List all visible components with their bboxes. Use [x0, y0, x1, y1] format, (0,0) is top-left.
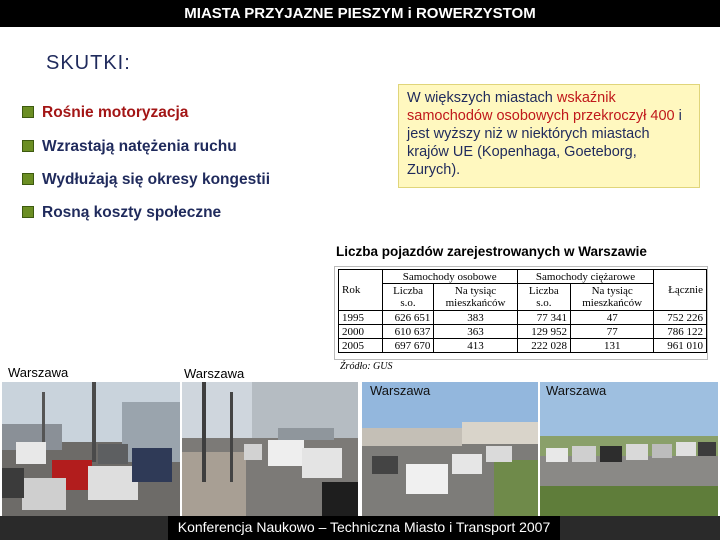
cell: 77 341	[517, 311, 570, 325]
photo-image	[182, 382, 358, 516]
square-bullet-icon	[22, 140, 34, 152]
table-source: Źródło: GUS	[340, 361, 393, 372]
info-text: i jest wyższy niż w niektórych miastach krajów UE (Kopenhaga, Goeteborg, Zurych).	[407, 108, 682, 178]
photo-image	[540, 382, 718, 516]
photo-road-traffic	[362, 382, 538, 516]
table-row	[339, 339, 707, 353]
cell: 2000	[339, 325, 383, 339]
registration-table	[338, 269, 707, 353]
cell: 610 637	[382, 325, 434, 339]
sub-header: Na tysiąc mieszkańców	[571, 284, 654, 311]
bullet-item	[22, 204, 221, 222]
cell: 363	[434, 325, 517, 339]
cell: 413	[434, 339, 517, 353]
photo-caption: Warszawa	[8, 365, 69, 380]
group-header: Samochody osobowe	[382, 270, 517, 284]
cell: 383	[434, 311, 517, 325]
photo-image	[2, 382, 180, 516]
sub-header: Na tysiąc mieszkańców	[434, 284, 517, 311]
bullet-item	[22, 171, 270, 189]
cell: 961 010	[654, 339, 707, 353]
section-title: SKUTKI:	[46, 52, 131, 74]
cell: 222 028	[517, 339, 570, 353]
bullet-item	[22, 104, 188, 122]
photo-parked-cars	[540, 382, 718, 516]
bullet-item	[22, 138, 237, 156]
cell: 77	[571, 325, 654, 339]
col-header-total: Łącznie	[654, 270, 707, 311]
cell: 752 226	[654, 311, 707, 325]
cell: 626 651	[382, 311, 434, 325]
photo-image	[362, 382, 538, 516]
photo-caption: Warszawa	[370, 383, 431, 398]
bullet-text: Wydłużają się okresy kongestii	[42, 171, 270, 188]
sub-header: Liczba s.o.	[517, 284, 570, 311]
table-row	[339, 311, 707, 325]
info-text: W większych miastach	[407, 90, 557, 106]
footer: Konferencja Naukowo – Techniczna Miasto i Transport 2007	[168, 516, 560, 540]
col-header-rok: Rok	[339, 270, 383, 311]
bullet-text: Rośnie motoryzacja	[42, 104, 189, 121]
cell: 2005	[339, 339, 383, 353]
cell: 1995	[339, 311, 383, 325]
table-title: Liczba pojazdów zarejestrowanych w Warszawie	[336, 244, 647, 259]
cell: 786 122	[654, 325, 707, 339]
square-bullet-icon	[22, 173, 34, 185]
cell: 131	[571, 339, 654, 353]
group-header: Samochody ciężarowe	[517, 270, 654, 284]
photo-caption: Warszawa	[546, 383, 607, 398]
bullet-text: Rosną koszty społeczne	[42, 204, 222, 221]
cell: 697 670	[382, 339, 434, 353]
table-row	[339, 325, 707, 339]
sub-header: Liczba s.o.	[382, 284, 434, 311]
bullet-text: Wzrastają natężenia ruchu	[42, 138, 237, 155]
info-highlight: wskaźnik samochodów osobowych przekroczył 400	[407, 90, 675, 124]
photo-street-traffic	[182, 382, 358, 516]
square-bullet-icon	[22, 206, 34, 218]
cell: 47	[571, 311, 654, 325]
photo-traffic-jam-highway	[2, 382, 180, 516]
slide-title: MIASTA PRZYJAZNE PIESZYM i ROWERZYSTOM	[0, 0, 720, 27]
photo-caption: Warszawa	[184, 366, 245, 381]
registration-table-panel	[334, 266, 708, 360]
square-bullet-icon	[22, 106, 34, 118]
info-box	[398, 84, 700, 188]
cell: 129 952	[517, 325, 570, 339]
